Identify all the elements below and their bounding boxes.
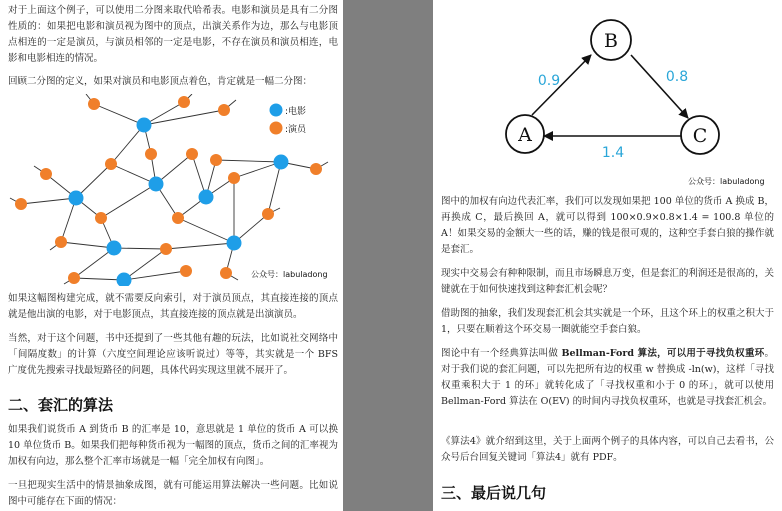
bipartite-graph	[6, 94, 338, 286]
actor-node	[210, 154, 222, 166]
paragraph: 对于上面这个例子，可以使用二分图来取代哈希表。电影和演员是具有二分图性质的：如果把电影和演员视为图中的顶点，出演关系作为边，那么与电影顶点相连的一定是演员，与演员相邻的一定是电影，不存在演员和演员相连，电影和电影相连的情况。	[8, 5, 338, 64]
watermark: 公众号：labuladong	[688, 177, 765, 186]
movie-node	[137, 118, 152, 133]
left-page	[0, 0, 343, 511]
exchange-graph-figure	[441, 0, 774, 190]
actor-node	[40, 168, 52, 180]
actor-node	[186, 148, 198, 160]
actor-node	[88, 98, 100, 110]
actor-node	[160, 243, 172, 255]
paragraph: 《算法4》就介绍到这里，关于上面两个例子的具体内容，可以自己去看书，公众号后台回复关键词「算法4」就有 PDF。	[441, 436, 774, 463]
graph-edge	[111, 125, 144, 164]
graph-edge	[74, 278, 124, 280]
movie-node	[69, 191, 84, 206]
paragraph: 当然，对于这个问题，书中还提到了一些其他有趣的玩法，比如说社交网络中「间隔度数」的计算（六度空间理论应该听说过）等等，其实就是一个 BFS 广度优先搜索寻找最短路径的问题，具体代码实现这里就不展开了。	[8, 333, 338, 376]
actor-node	[310, 163, 322, 175]
graph-edge	[166, 243, 234, 249]
movie-node	[199, 190, 214, 205]
exchange-graph	[441, 0, 774, 190]
edge-c-a-weight: 1.4	[601, 145, 625, 161]
actor-node	[15, 198, 27, 210]
legend-movie-label: :电影	[285, 107, 307, 117]
paragraph-lead: 图论中有一个经典算法叫做	[441, 348, 562, 359]
bipartite-graph-figure	[6, 94, 338, 286]
legend-movie-swatch	[270, 104, 283, 117]
graph-edge	[94, 104, 144, 125]
movie-node	[117, 273, 132, 287]
actor-node	[180, 265, 192, 277]
paragraph: 回顾二分图的定义，如果对演员和电影顶点着色，肯定就是一幅二分图：	[8, 76, 313, 87]
node-c-label: C	[692, 125, 708, 147]
actor-node	[178, 96, 190, 108]
movie-node	[227, 236, 242, 251]
graph-edges	[10, 94, 328, 284]
graph-edge	[101, 184, 156, 218]
section-heading: 三、最后说几句	[441, 484, 547, 502]
paragraph: 一旦把现实生活中的情景抽象成图，就有可能运用算法解决一些问题。比如说图中可能存在下面的情况：	[8, 480, 338, 507]
graph-edge	[124, 249, 166, 280]
actor-node	[68, 272, 80, 284]
paragraph: 借助图的抽象，我们发现套汇机会其实就是一个环，且这个环上的权重之积大于 1，只要在顺着这个环交易一圈就能空手套白狼。	[441, 308, 774, 335]
graph-edge	[124, 271, 186, 280]
actor-node	[105, 158, 117, 170]
right-page	[433, 0, 782, 511]
node-b-label: B	[604, 30, 618, 52]
actor-node	[145, 148, 157, 160]
actor-node	[262, 208, 274, 220]
movie-node	[149, 177, 164, 192]
movie-node	[107, 241, 122, 256]
graph-edge	[21, 198, 76, 204]
paragraph-bold: Bellman-Ford 算法，可以用于寻找负权重环	[561, 348, 765, 359]
node-a-label: A	[518, 124, 532, 146]
paragraph: 如果我们说货币 A 到货币 B 的汇率是 10，意思就是 1 单位的货币 A 可以换 10 单位货币 B。如果我们把每种货币视为一幅图的顶点，货币之间的汇率视为加权有向边，那么整个汇率市场就是一幅「完全加权有向图」。	[8, 424, 338, 467]
graph-edge	[178, 218, 234, 243]
edge-b-c	[631, 55, 688, 118]
actor-node	[172, 212, 184, 224]
legend-actor-swatch	[270, 122, 283, 135]
paragraph-rest: 。对于我们说的套汇问题，可以先把所有边的权重 w 替换成 -ln(w)，这样「寻找权重乘积大于 1 的环」就转化成了「寻找权重和小于 0 的环」，就可以使用 Bellman-Ford 算法在 O(EV) 的时间内寻找负权重环，也就是寻找套汇机会。	[441, 348, 774, 407]
movie-node	[274, 155, 289, 170]
paragraph: 图中的加权有向边代表汇率，我们可以发现如果把 100 单位的货币 A 换成 B，再换成 C，最后换回 A，就可以得到 100×0.9×0.8×1.4 = 100.8 单位的 A！如果交易的金额大一些的话，赚的钱是很可观的，这种空手套白狼的操作就是套汇。	[441, 196, 774, 255]
paragraph: 如果这幅图构建完成，就不需要反向索引，对于演员顶点，其直接连接的顶点就是他出演的电影，对于电影顶点，其直接连接的顶点就是出演演员。	[8, 293, 338, 320]
graph-edge	[144, 110, 224, 125]
actor-node	[95, 212, 107, 224]
graph-edge	[268, 162, 281, 214]
actor-node	[218, 104, 230, 116]
graph-edge	[114, 248, 166, 249]
section-heading: 二、套汇的算法	[8, 396, 114, 414]
paragraph	[441, 346, 774, 410]
paragraph: 现实中交易会有种种限制，而且市场瞬息万变，但是套汇的利润还是很高的，关键就在于如何快速找到这种套汇机会呢？	[441, 268, 774, 295]
legend-actor-label: :演员	[285, 125, 307, 135]
edge-a-b-weight: 0.9	[537, 73, 561, 89]
graph-edge	[216, 160, 281, 162]
actor-node	[55, 236, 67, 248]
watermark: 公众号：labuladong	[251, 270, 328, 279]
actor-node	[220, 267, 232, 279]
edge-b-c-weight: 0.8	[665, 69, 689, 85]
actor-node	[228, 172, 240, 184]
graph-edge	[61, 242, 114, 248]
